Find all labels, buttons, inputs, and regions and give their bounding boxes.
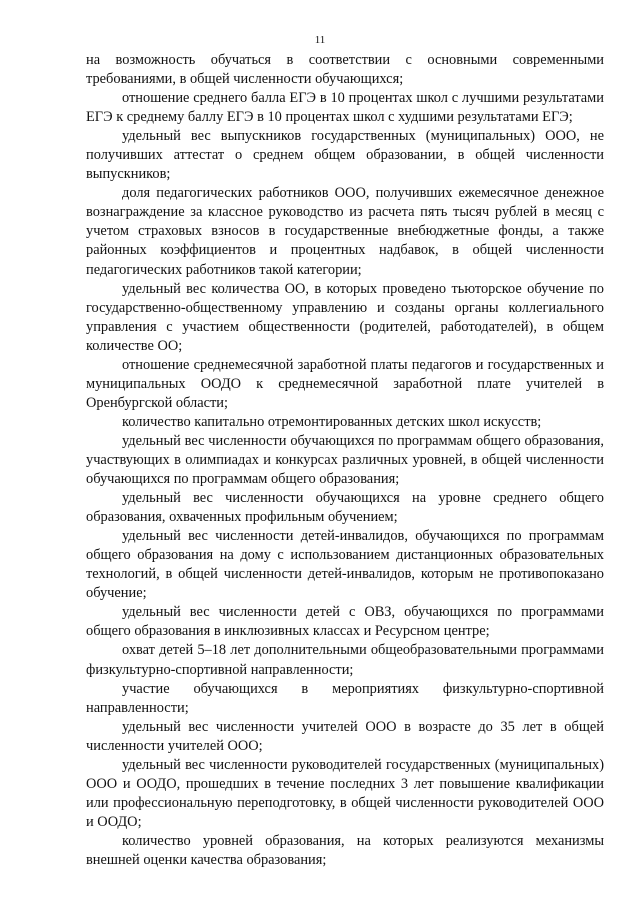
paragraph: удельный вес численности детей-инвалидов, обучающихся по программам общего образования на дому с использованием дистанционных образовательных технологий, в общей численности детей-инвалидов, которым не противопоказано обучение; <box>86 528 604 602</box>
document-body <box>86 51 604 870</box>
paragraph: доля педагогических работников ООО, получивших ежемесячное денежное вознаграждение за классное руководство из расчета пять тысяч рублей в месяц с учетом страховых взносов в государственные внебюджетные фонды, а также районных коэффициентов и процентных надбавок, в общей численности педагогических работников такой категории; <box>86 185 604 278</box>
paragraph: удельный вес численности детей с ОВЗ, обучающихся по программами общего образования в инклюзивных классах и Ресурсном центре; <box>86 604 604 640</box>
paragraph: охват детей 5–18 лет дополнительными общеобразовательными программами физкультурно-спортивной направленности; <box>86 642 604 678</box>
paragraph: удельный вес численности обучающихся по программам общего образования, участвующих в олимпиадах и конкурсах различных уровней, в общей численности обучающихся по программам общего образования; <box>86 432 604 488</box>
paragraph: количество капитально отремонтированных детских школ искусств; <box>122 413 542 430</box>
paragraph: удельный вес численности руководителей государственных (муниципальных) ООО и ООДО, прошедших в течение последних 3 лет повышение квалификации или профессиональную переподготовку, в общей численности руководителей ООО и ООДО; <box>86 756 604 830</box>
paragraph: удельный вес численности обучающихся на уровне среднего общего образования, охваченных профильным обучением; <box>86 490 604 526</box>
paragraph: количество уровней образования, на которых реализуются механизмы внешней оценки качества образования; <box>86 832 604 868</box>
paragraph: отношение среднего балла ЕГЭ в 10 процентах школ с лучшими результатами ЕГЭ к среднему баллу ЕГЭ в 10 процентах школ с худшими результатами ЕГЭ; <box>86 90 604 126</box>
paragraph: на возможность обучаться в соответствии с основными современными требованиями, в общей численности обучающихся; <box>86 52 604 88</box>
page-number: 11 <box>314 34 326 46</box>
paragraph: удельный вес количества ОО, в которых проведено тьюторское обучение по государственно-общественному управлению и созданы органы коллегиального управления с участием общественности (родителей, работодателей), в общем количестве ОО; <box>86 280 604 354</box>
paragraph: удельный вес численности учителей ООО в возрасте до 35 лет в общей численности учителей ООО; <box>86 718 604 754</box>
paragraph: отношение среднемесячной заработной платы педагогов и государственных и муниципальных ООДО к среднемесячной заработной плате учителей в Оренбургской области; <box>86 356 604 411</box>
paragraph: удельный вес выпускников государственных (муниципальных) ООО, не получивших аттестат о среднем общем образовании, в общей численности выпускников; <box>86 128 604 183</box>
paragraph: участие обучающихся в мероприятиях физкультурно-спортивной направленности; <box>86 680 604 716</box>
